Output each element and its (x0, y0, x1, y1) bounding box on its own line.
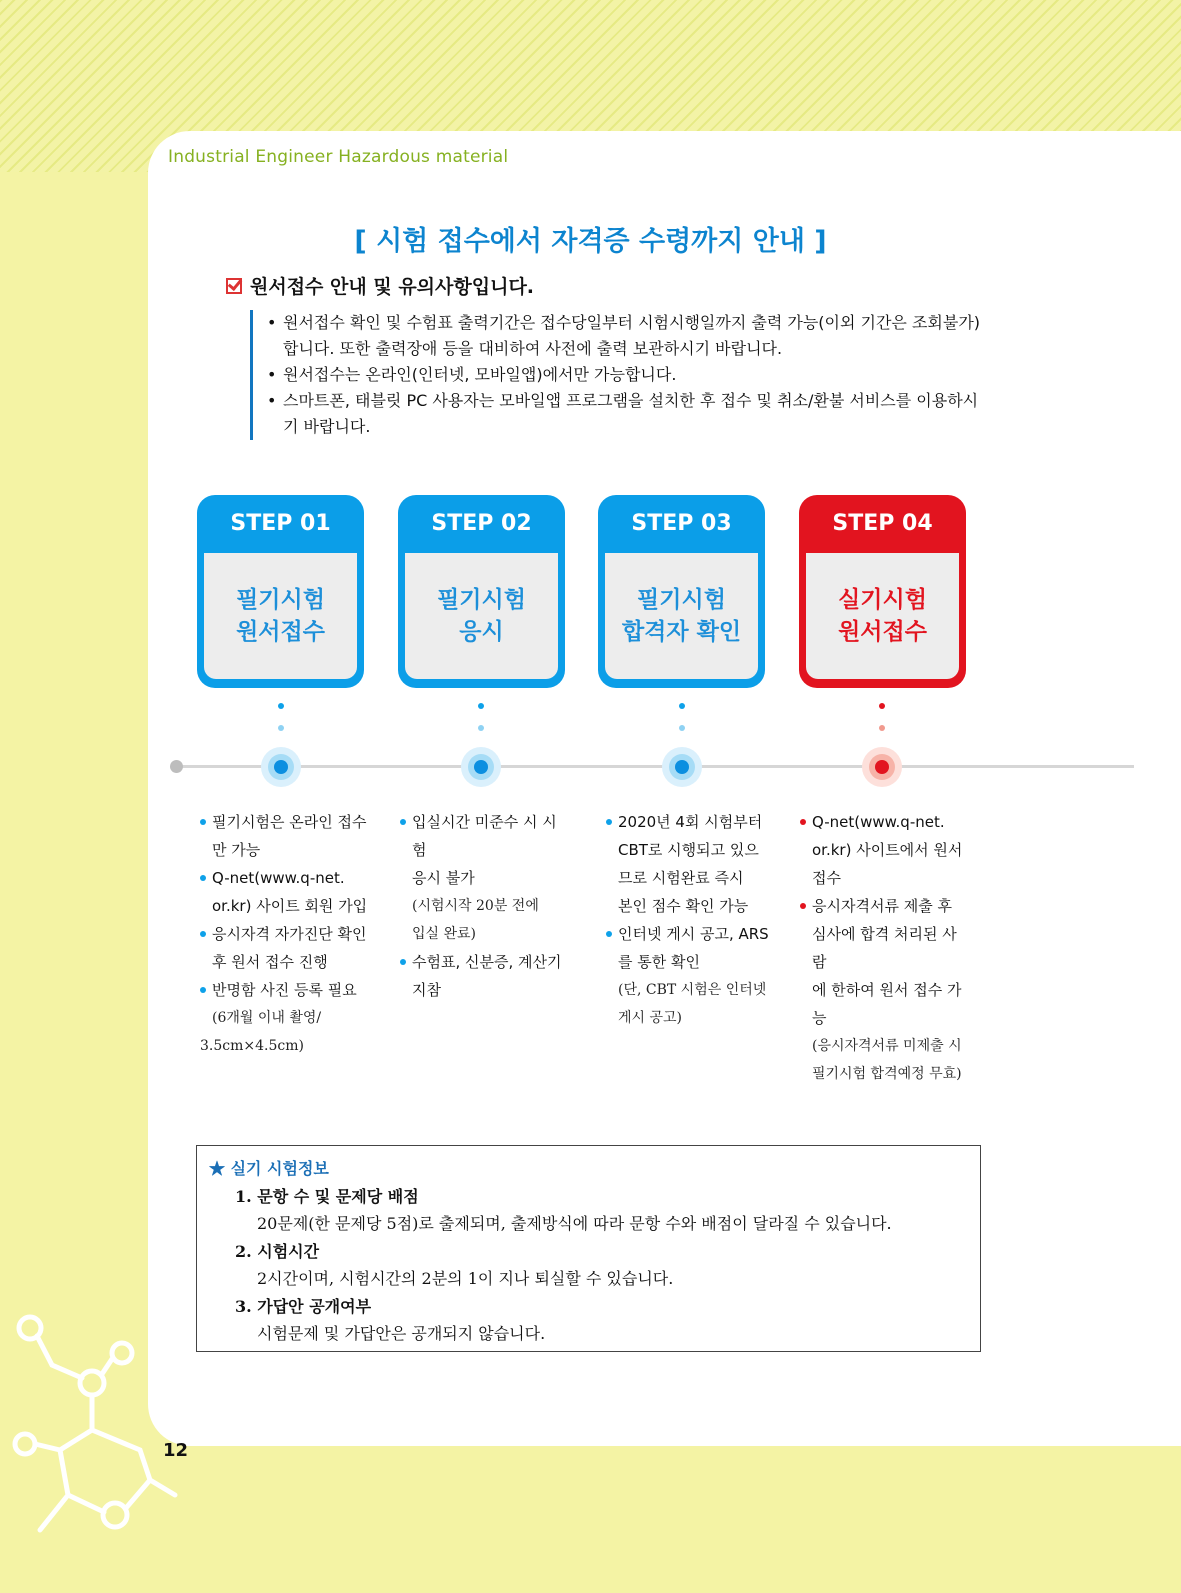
connector-dot (879, 703, 885, 709)
detail-text: 필기시험은 온라인 접수 (212, 813, 367, 831)
step-label: STEP 02 (431, 511, 532, 536)
detail-text: 응시 불가 (412, 869, 475, 887)
step-line: 원서접수 (838, 619, 927, 645)
detail-note: (응시자격서류 미제출 시 (812, 1038, 962, 1054)
detail-bullet (800, 892, 968, 1032)
node-core (875, 760, 889, 774)
detail-note: (시험시작 20분 전에 (412, 898, 539, 914)
step-label: STEP 03 (631, 511, 732, 536)
detail-note: 필기시험 합격예정 무효) (812, 1066, 962, 1082)
detail-note: (단, CBT 시험은 인터넷 (618, 982, 767, 998)
step-card-2 (398, 495, 565, 688)
detail-text: 심사에 합격 처리된 사람 (812, 925, 957, 971)
timeline-node-3 (662, 747, 702, 787)
practical-info-title: ★ 실기 시험정보 (209, 1159, 329, 1178)
connector-dot (679, 725, 685, 731)
timeline-start-dot (170, 760, 183, 773)
timeline-node-2 (461, 747, 501, 787)
detail-bullet (200, 808, 368, 864)
subheading-text: 원서접수 안내 및 유의사항입니다. (250, 276, 535, 298)
notes-list (250, 310, 987, 440)
page-number: 12 (163, 1440, 189, 1461)
info-text: 2시간이며, 시험시간의 2분의 1이 지나 퇴실할 수 있습니다. (257, 1269, 674, 1288)
step4-details (800, 808, 968, 1088)
info-heading: 3. 가답안 공개여부 (235, 1297, 372, 1316)
detail-note: 게시 공고) (618, 1010, 683, 1026)
detail-text: 응시자격 자가진단 확인 (212, 925, 367, 943)
info-heading: 2. 시험시간 (235, 1242, 320, 1261)
step2-details (400, 808, 568, 1004)
detail-bullet (400, 948, 568, 1004)
detail-note: (6개월 이내 촬영/ (212, 1010, 322, 1026)
step-label: STEP 04 (832, 511, 933, 536)
step-line: 응시 (459, 619, 504, 645)
connector-dot (478, 703, 484, 709)
detail-bullet (200, 976, 368, 1004)
step-line: 필기시험 (236, 587, 325, 613)
step-content (405, 553, 558, 679)
step-content (204, 553, 357, 679)
detail-text: 입실시간 미준수 시 시험 (412, 813, 557, 859)
step-card-1 (197, 495, 364, 688)
step-card-3 (598, 495, 765, 688)
info-text: 시험문제 및 가답안은 공개되지 않습니다. (257, 1324, 546, 1343)
detail-bullet (400, 808, 568, 892)
step3-details (606, 808, 774, 1032)
detail-text: 2020년 4회 시험부터 (618, 813, 763, 831)
node-core (675, 760, 689, 774)
step-line: 원서접수 (236, 619, 325, 645)
detail-text: 응시자격서류 제출 후 (812, 897, 952, 915)
detail-text: 를 통한 확인 (618, 953, 700, 971)
detail-text: 접수 (812, 869, 841, 887)
step-line: 필기시험 (637, 587, 726, 613)
detail-text: 본인 점수 확인 가능 (618, 897, 749, 915)
detail-bullet (800, 808, 968, 892)
detail-text: Q-net(www.q-net. (812, 813, 945, 831)
detail-text: 지참 (412, 981, 441, 999)
node-core (274, 760, 288, 774)
page-title: [ 시험 접수에서 자격증 수령까지 안내 ] (354, 226, 827, 257)
connector-dot (278, 703, 284, 709)
note-item: • 원서접수는 온라인(인터넷, 모바일앱)에서만 가능합니다. (267, 362, 987, 388)
practical-info-box (196, 1145, 981, 1352)
detail-text: 에 한하여 원서 접수 가능 (812, 981, 962, 1027)
timeline-node-1 (261, 747, 301, 787)
note-item: • 스마트폰, 태블릿 PC 사용자는 모바일앱 프로그램을 설치한 후 접수 및 취소/환불 서비스를 이용하시기 바랍니다. (267, 388, 987, 440)
step1-details (200, 808, 368, 1060)
step-content (605, 553, 758, 679)
timeline (172, 765, 1134, 768)
step-content (806, 553, 959, 679)
timeline-node-4 (862, 747, 902, 787)
subheading (226, 272, 534, 299)
detail-text: 수험표, 신분증, 계산기 (412, 953, 562, 971)
info-heading: 1. 문항 수 및 문제당 배점 (235, 1187, 419, 1206)
detail-note: 3.5cm×4.5cm) (200, 1038, 304, 1054)
detail-bullet (200, 920, 368, 976)
detail-text: 므로 시험완료 즉시 (618, 869, 744, 887)
step-line: 실기시험 (838, 587, 927, 613)
detail-text: 만 가능 (212, 841, 261, 859)
detail-text: 후 원서 접수 진행 (212, 953, 328, 971)
connector-dot (278, 725, 284, 731)
molecule-decoration-icon (0, 1290, 210, 1550)
detail-text: CBT로 시행되고 있으 (618, 841, 759, 859)
detail-text: 반명함 사진 등록 필요 (212, 981, 357, 999)
detail-text: Q-net(www.q-net. (212, 869, 345, 887)
detail-text: or.kr) 사이트 회원 가입 (212, 897, 368, 915)
detail-note: 입실 완료) (412, 926, 477, 942)
step-card-4 (799, 495, 966, 688)
node-core (474, 760, 488, 774)
detail-bullet (606, 808, 774, 920)
connector-dot (478, 725, 484, 731)
book-title: Industrial Engineer Hazardous material (168, 147, 509, 167)
detail-bullet (606, 920, 774, 976)
step-label: STEP 01 (230, 511, 331, 536)
detail-bullet (200, 864, 368, 920)
step-line: 필기시험 (437, 587, 526, 613)
detail-text: or.kr) 사이트에서 원서 (812, 841, 963, 859)
connector-dot (679, 703, 685, 709)
checkbox-icon (226, 278, 242, 294)
detail-text: 인터넷 게시 공고, ARS (618, 925, 769, 943)
note-item: • 원서접수 확인 및 수험표 출력기간은 접수당일부터 시험시행일까지 출력 가능(이외 기간은 조회불가)합니다. 또한 출력장애 등을 대비하여 사전에 출력 보관하시기 바랍니다. (267, 310, 987, 362)
connector-dot (879, 725, 885, 731)
step-line: 합격자 확인 (621, 619, 742, 645)
info-text: 20문제(한 문제당 5점)로 출제되며, 출제방식에 따라 문항 수와 배점이 달라질 수 있습니다. (257, 1214, 892, 1233)
